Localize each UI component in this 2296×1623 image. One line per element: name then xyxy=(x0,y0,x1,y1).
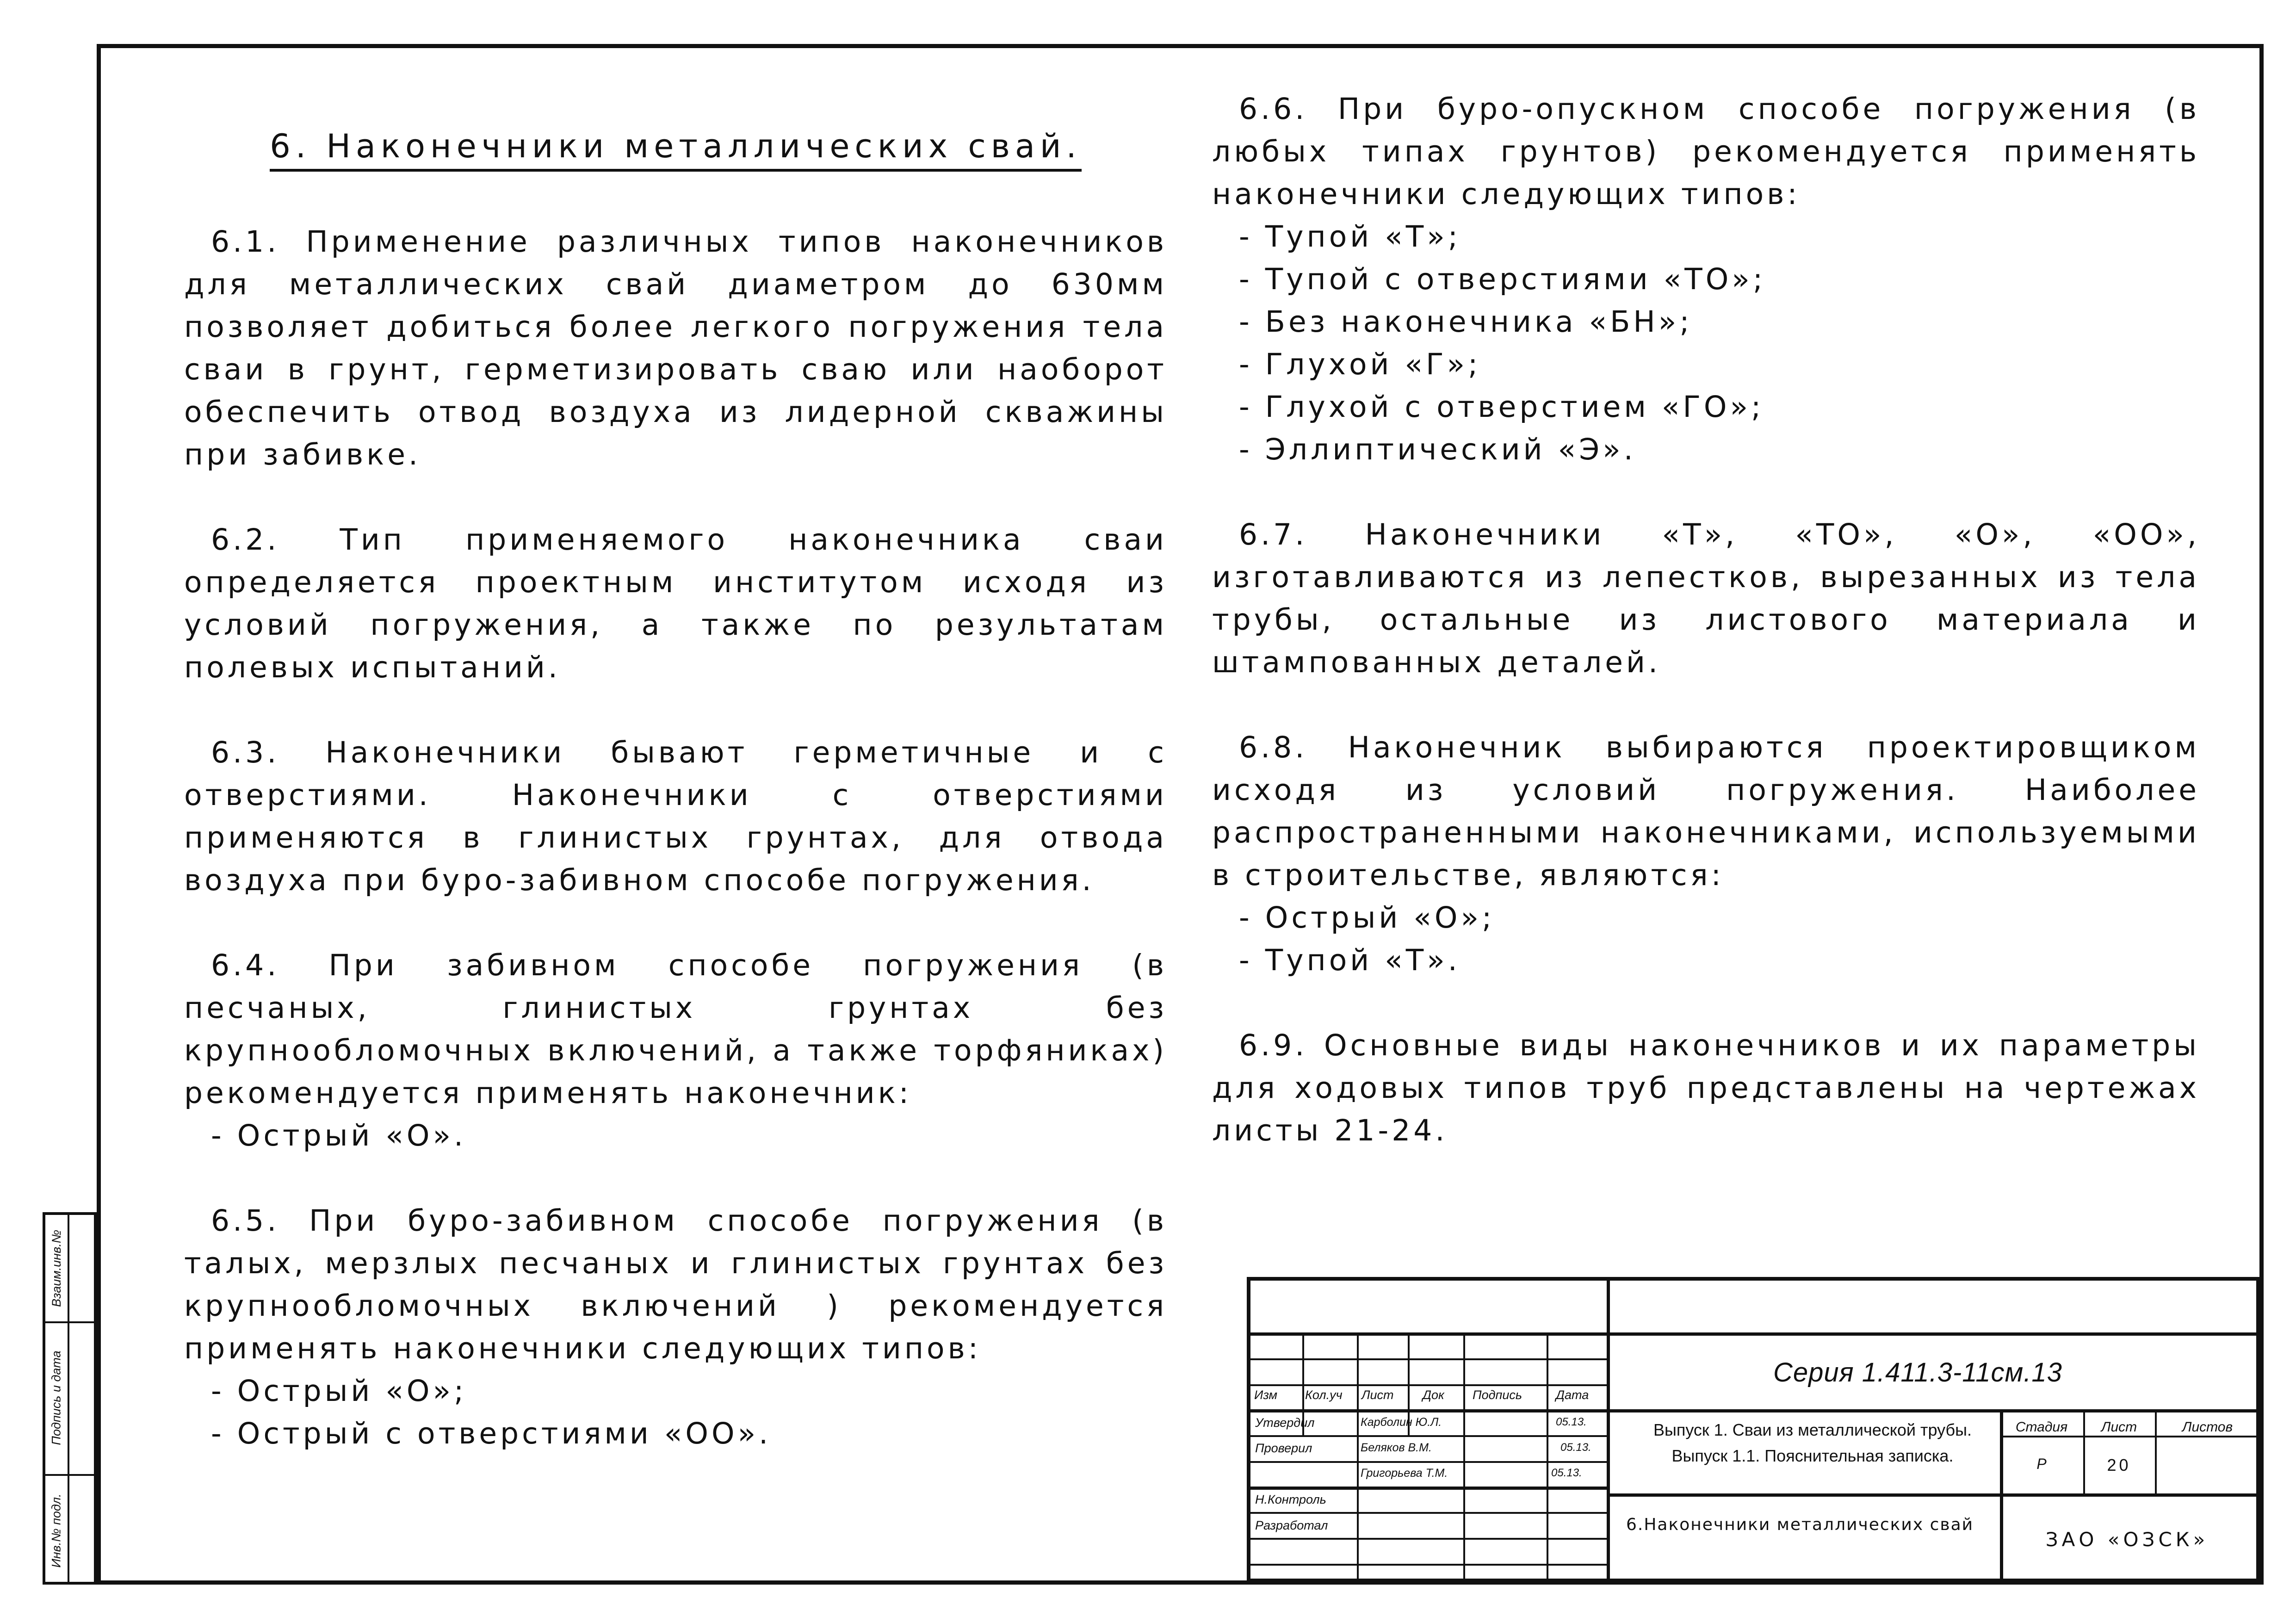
list-item: - Тупой «Т». xyxy=(1239,943,1461,977)
right-paragraphs xyxy=(1212,88,2200,1152)
paragraph xyxy=(184,731,1167,902)
side-stamp-bottom-label: Инв.№ подл. xyxy=(49,1493,63,1568)
date-checked: 05.13. xyxy=(1560,1441,1591,1454)
tb-divider xyxy=(1357,1332,1359,1581)
tb-divider xyxy=(1250,1487,1607,1490)
list-item: - Глухой «Г»; xyxy=(1239,347,1481,381)
left-column xyxy=(184,88,1167,1455)
paragraph-text: 6.7. Наконечники «Т», «ТО», «О», «ОО», изготавливаются из лепестков, вырезанных из тела трубы, остальные из листового материала и штампованных деталей. xyxy=(1212,518,2200,679)
issue-description xyxy=(1625,1417,2000,1469)
paragraph-text: 6.6. При буро-опускном способе погружения (в любых типах грунтов) рекомендуется применять наконечники следующих типов: xyxy=(1212,92,2200,211)
left-paragraphs xyxy=(184,221,1167,1455)
tb-divider xyxy=(1463,1332,1465,1581)
side-stamp xyxy=(43,1212,97,1585)
tb-divider xyxy=(1250,1564,1607,1566)
tb-divider xyxy=(1547,1332,1548,1581)
list-item: - Эллиптический «Э». xyxy=(1239,433,1636,466)
page-title-text: 6. Наконечники металлических свай. xyxy=(270,127,1081,172)
paragraph-text: 6.8. Наконечник выбираются проектировщиком исходя из условий погружения. Наиболее распространенными наконечниками, используемыми в строительстве, являются: xyxy=(1212,731,2200,892)
paragraph-text: 6.5. При буро-забивном способе погружения (в талых, мерзлых песчаных и глинистых грунтах без крупнообломочных включений ) рекомендуется применять наконечники следующих типов: xyxy=(184,1204,1167,1365)
sheets-header: Листов xyxy=(2182,1419,2233,1435)
list-item: - Тупой с отверстиями «ТО»; xyxy=(1239,262,1766,296)
paragraph xyxy=(184,519,1167,689)
list-item: - Без наконечника «БН»; xyxy=(1239,305,1693,339)
role-checked: Проверил xyxy=(1255,1441,1312,1455)
title-block xyxy=(1247,1277,2260,1582)
series-code: Серия 1.411.3-11см.13 xyxy=(1773,1357,2062,1388)
tb-divider xyxy=(1250,1512,1607,1514)
role-approved: Утвердил xyxy=(1255,1416,1315,1430)
col-header-list: Лист xyxy=(1362,1388,1394,1402)
tb-divider xyxy=(1607,1332,2260,1336)
paragraph xyxy=(1212,514,2200,684)
paragraph xyxy=(1212,1024,2200,1152)
paragraph-text: 6.2. Тип применяемого наконечника сваи определяется проектным институтом исходя из условий погружения, а также по результатам полевых испытаний. xyxy=(184,523,1167,684)
list-item: - Острый «О». xyxy=(211,1119,467,1152)
name-third: Григорьева Т.М. xyxy=(1361,1467,1448,1480)
col-header-kol-uch: Кол.уч xyxy=(1305,1388,1343,1402)
tip-type-list xyxy=(184,1370,1167,1455)
tb-divider xyxy=(1250,1461,1607,1463)
sheet-title: 6.Наконечники металлических свай xyxy=(1626,1515,1974,1534)
tip-type-list xyxy=(1212,216,2200,471)
name-checked: Беляков В.М. xyxy=(1361,1441,1432,1454)
tb-divider xyxy=(1250,1435,1607,1437)
paragraph-text: 6.4. При забивном способе погружения (в песчаных, глинистых грунтах без крупнообломочных включений, а также торфяниках) рекомендуется применять наконечник: xyxy=(184,948,1167,1110)
date-approved: 05.13. xyxy=(1556,1416,1587,1428)
sheet-header: Лист xyxy=(2101,1419,2137,1435)
list-item: - Тупой «Т»; xyxy=(1239,220,1461,254)
side-stamp-middle-label: Подпись и дата xyxy=(49,1350,63,1445)
col-header-date: Дата xyxy=(1556,1388,1589,1402)
organization-name: ЗАО «ОЗСК» xyxy=(2045,1528,2209,1551)
tb-divider xyxy=(1607,1493,2260,1497)
issue-line-1: Выпуск 1. Сваи из металлической трубы. xyxy=(1653,1420,1972,1439)
page-title xyxy=(184,88,1167,167)
role-norm-control: Н.Контроль xyxy=(1255,1493,1326,1506)
paragraph xyxy=(184,221,1167,476)
name-approved: Карболин Ю.Л. xyxy=(1361,1416,1442,1429)
col-header-dok: Док xyxy=(1423,1388,1444,1402)
paragraph-text: 6.3. Наконечники бывают герметичные и с отверстиями. Наконечники с отверстиями применяются в глинистых грунтах, для отвода воздуха при буро-забивном способе погружения. xyxy=(184,736,1167,897)
stage-header: Стадия xyxy=(2015,1419,2068,1435)
paragraph-text: 6.9. Основные виды наконечников и их параметры для ходовых типов труб представлены на чертежах листы 21-24. xyxy=(1212,1028,2200,1147)
col-header-signature: Подпись xyxy=(1473,1388,1522,1402)
list-item: - Острый «О»; xyxy=(1239,901,1495,935)
paragraph xyxy=(1212,88,2200,471)
issue-line-2: Выпуск 1.1. Пояснительная записка. xyxy=(1671,1446,1954,1465)
list-item: - Глухой с отверстием «ГО»; xyxy=(1239,390,1764,424)
tb-divider xyxy=(2000,1436,2260,1437)
tb-divider xyxy=(1607,1281,1610,1581)
sheet-number: 20 xyxy=(2107,1456,2131,1474)
stage-value: Р xyxy=(2036,1456,2047,1472)
list-item: - Острый с отверстиями «ОО». xyxy=(211,1417,772,1450)
tip-type-list xyxy=(184,1115,1167,1157)
list-item: - Острый «О»; xyxy=(211,1374,467,1408)
col-header-izm: Изм xyxy=(1254,1388,1278,1402)
side-stamp-top-label: Взаим.инв.№ xyxy=(49,1229,63,1307)
date-third: 05.13. xyxy=(1551,1467,1582,1479)
tip-type-list xyxy=(1212,897,2200,982)
role-developed: Разработал xyxy=(1255,1518,1328,1532)
tb-divider xyxy=(1250,1538,1607,1540)
paragraph xyxy=(184,1200,1167,1455)
paragraph-text: 6.1. Применение различных типов наконечников для металлических свай диаметром до 630мм позволяет добиться более легкого погружения тела сваи в грунт, герметизировать сваю или наоборот обеспечить отвод воздуха из лидерной скважины при забивке. xyxy=(184,225,1167,471)
right-column xyxy=(1212,88,2200,1152)
paragraph xyxy=(1212,726,2200,982)
tb-divider xyxy=(1607,1409,2260,1412)
paragraph xyxy=(184,944,1167,1157)
